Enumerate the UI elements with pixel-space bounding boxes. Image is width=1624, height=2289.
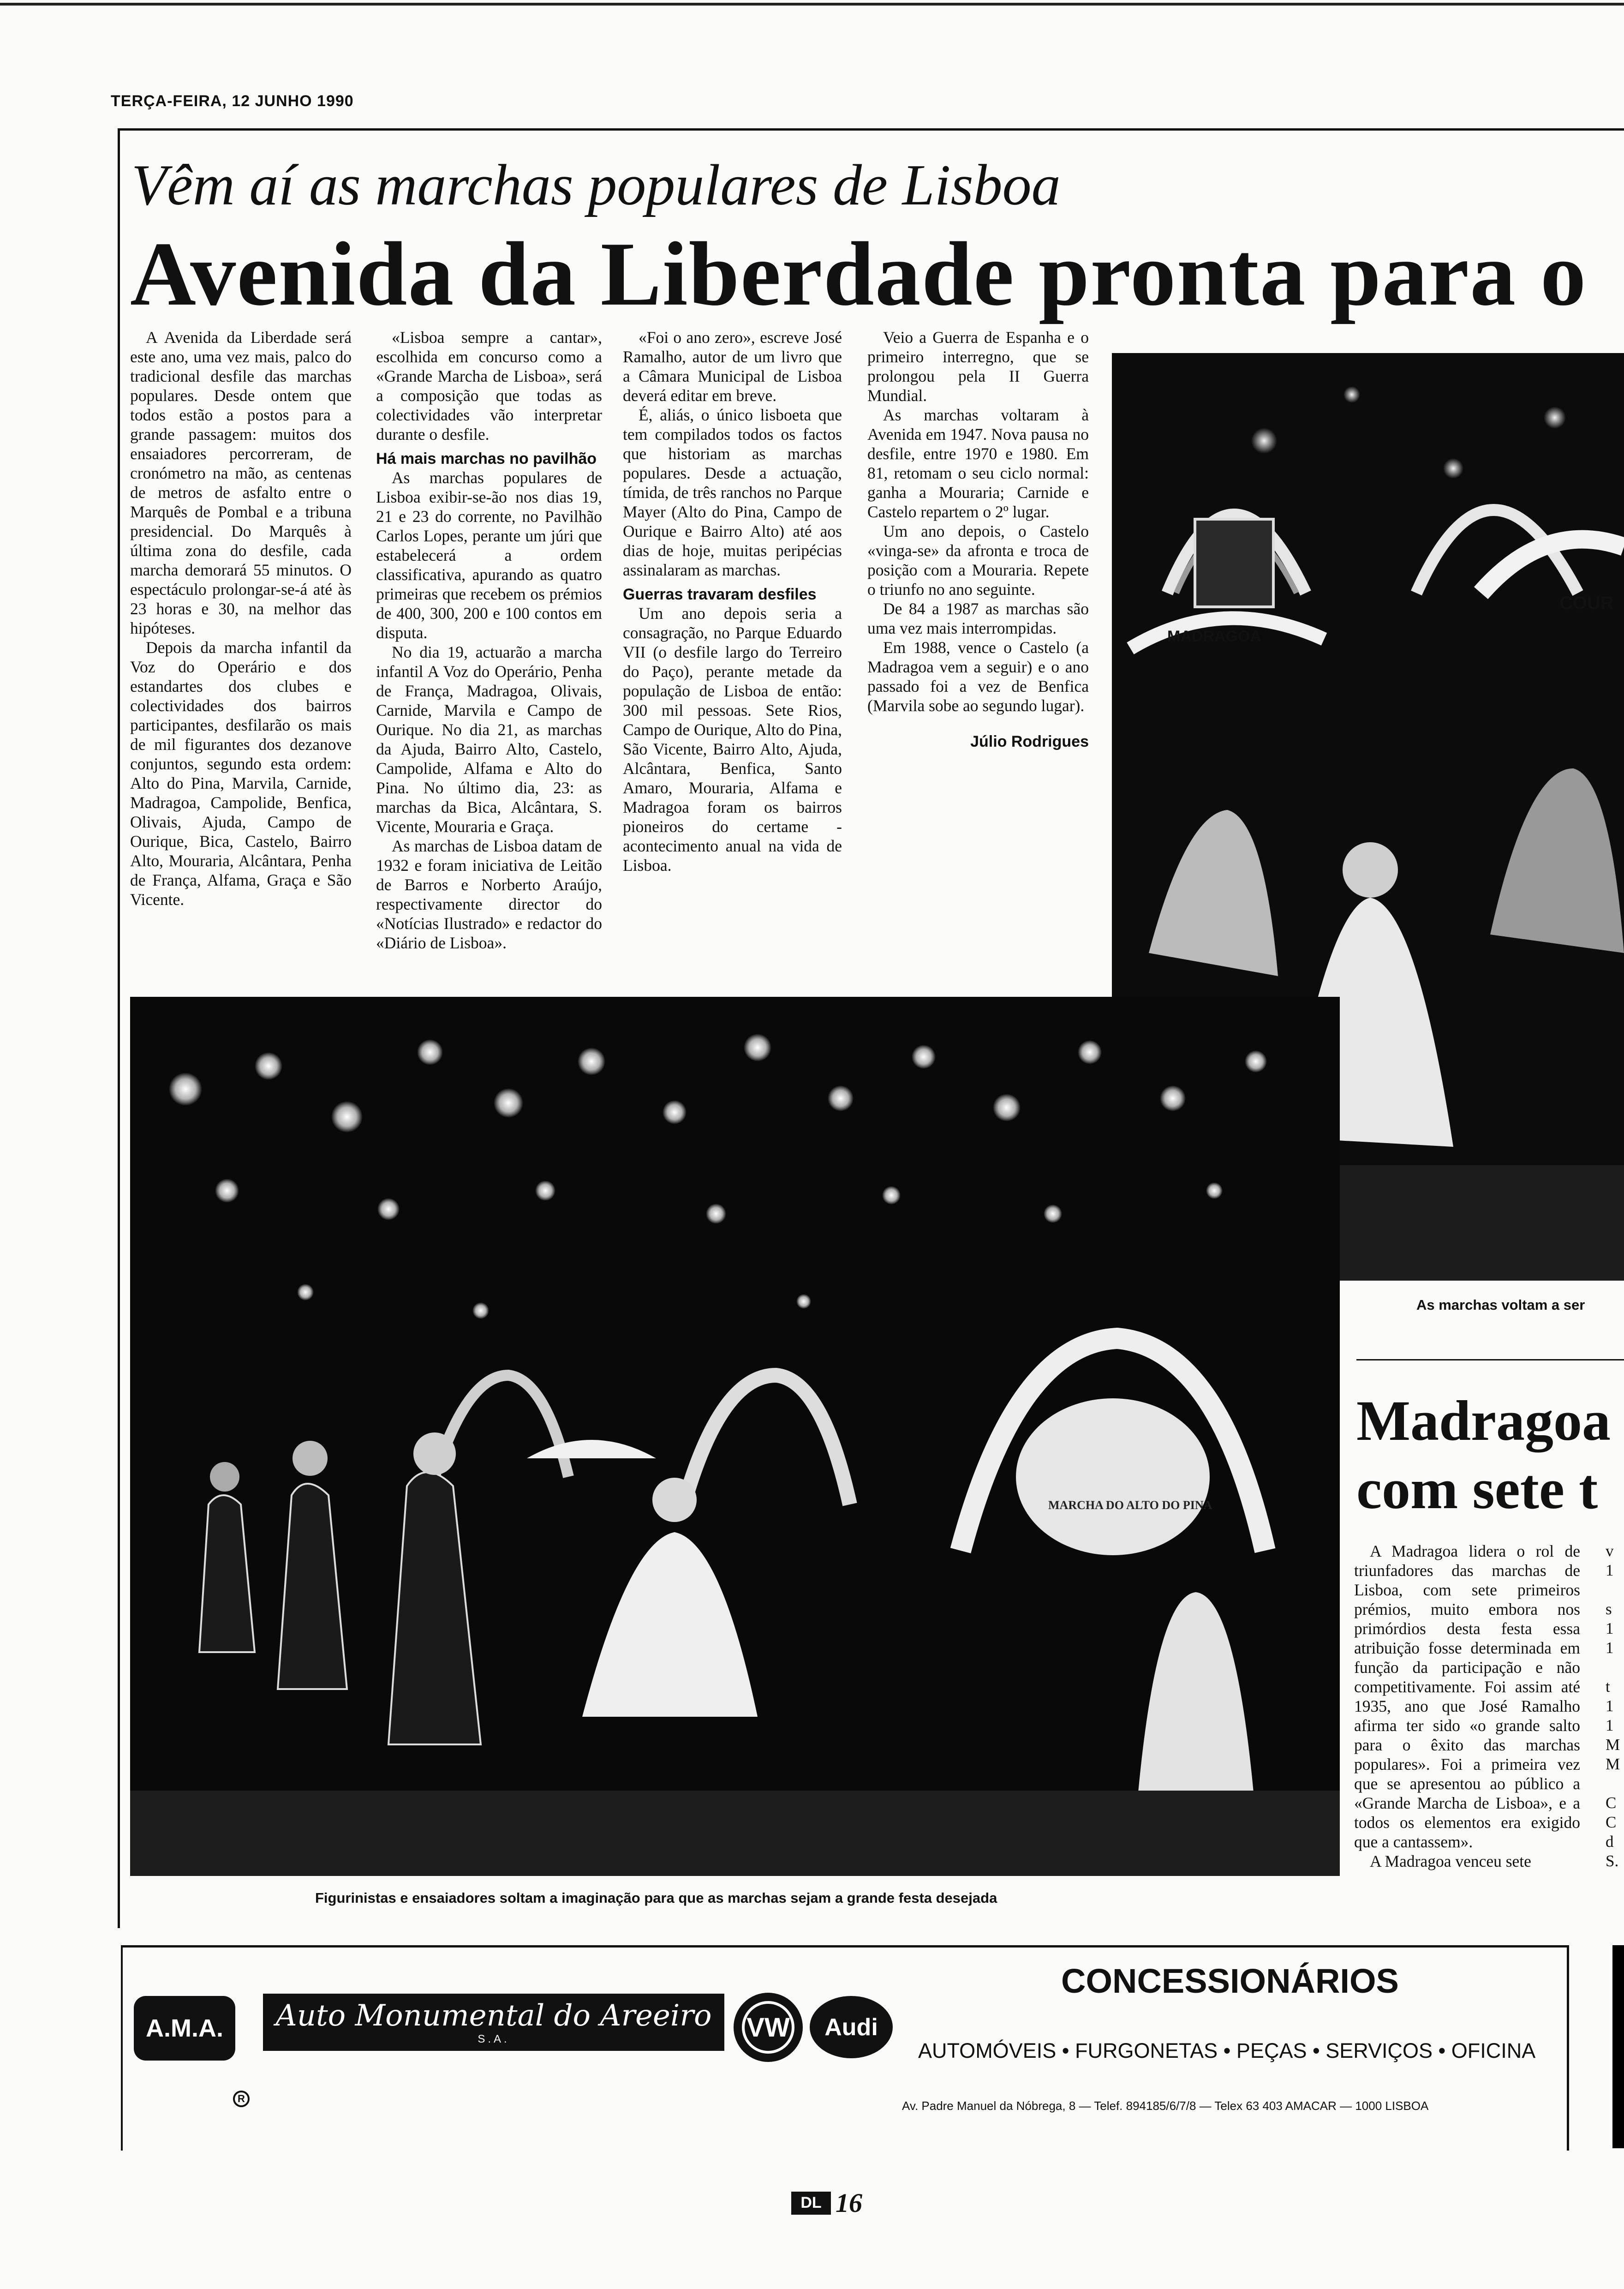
banner-madragoa: MADRAGOA [1167, 628, 1261, 645]
registered-mark-icon: R [233, 2091, 250, 2107]
paragraph: As marchas voltaram à Avenida em 1947. Nova pausa no desfile, entre 1970 e 1980. Em 81, retomam o seu ciclo normal: ganha a Mouraria; Carnide e Castelo repartem o 2º lugar. [867, 406, 1089, 521]
sidebar-headline-line-1: Madragoa [1356, 1389, 1611, 1452]
article-column-2 [376, 328, 602, 953]
paragraph: As marchas populares de Lisboa exibir-se-ão nos dias 19, 21 e 23 do corrente, no Pavilhão Carlos Lopes, perante um júri que estabelecerá a ordem classificativa, apurando as quatro primeiras que recebem os prémios de 400, 300, 200 e 100 contos em disputa. [376, 468, 602, 642]
article-headline: Avenida da Liberdade pronta para o [130, 223, 1587, 324]
sidebar-headline-line-2: com sete t [1356, 1457, 1598, 1521]
issue-date: TERÇA-FEIRA, 12 JUNHO 1990 [111, 92, 354, 110]
top-rule [0, 3, 1624, 6]
audi-logo-icon: Audi [810, 1996, 893, 2058]
photo-caption-right: As marchas voltam a ser [1416, 1297, 1585, 1313]
sidebar-clipped-column: v 1 s 1 1 t 1 1 M M C C d S. [1606, 1542, 1620, 1870]
paragraph: Um ano depois seria a consagração, no Parque Eduardo VII (o desfile largo do Terreiro do Paço), perante metade da população de Lisboa de então: 300 mil pessoas. Sete Rios, Campo de Ourique, Alto do Pina, São Vicente, Bairro Alto, Ajuda, Alcântara, Benfica, Santo Amaro, Mouraria, Alfama e Madragoa foram os bairros pioneiros do certame - acontecimento anual na vida de Lisboa. [623, 604, 842, 875]
photo-procession-illustration [130, 997, 1340, 1876]
banner-cour: COUR [1559, 593, 1614, 613]
sidebar-headline [1356, 1387, 1624, 1523]
sidebar-top-rule [1356, 1359, 1624, 1360]
paragraph: No dia 19, actuarão a marcha infantil A Voz do Operário, Penha de França, Madragoa, Olivais, Carnide, Marvila e Campo de Ourique. No dia 21, as marchas da Ajuda, Bairro Alto, Castelo, Campolide, Alfama e Alto do Pina. No último dia, 23: as marchas da Bica, Alcântara, S. Vicente, Mouraria e Graça. [376, 643, 602, 836]
subheading: Há mais marchas no pavilhão [376, 450, 597, 467]
paragraph: A Madragoa lidera o rol de triunfadores das marchas de Lisboa, com sete primeiros prémios, muito embora nos primórdios desta festa essa atribuição fosse determinada em função da participação e não competitivamente. Foi assim até 1935, ano que José Ramalho afirma ter sido «o grande salto para o êxito das marchas populares». Foi a primeira vez que se apresentou ao público a «Grande Marcha de Lisboa», e a todos os elementos era exigido que a cantassem». [1354, 1542, 1580, 1851]
paragraph: As marchas de Lisboa datam de 1932 e foram iniciativa de Leitão de Barros e Norberto Araújo, respectivamente director do «Notícias Ilustrado» e redactor do «Diário de Lisboa». [376, 837, 602, 952]
vw-logo-icon: VW [734, 1993, 803, 2062]
advert-address: Av. Padre Manuel da Nóbrega, 8 — Telef. 894185/6/7/8 — Telex 63 403 AMACAR — 1000 LISBOA [902, 2099, 1429, 2113]
article-column-4 [867, 328, 1089, 751]
advert-services: AUTOMÓVEIS • FURGONETAS • PEÇAS • SERVIÇOS • OFICINA [918, 2039, 1536, 2062]
company-suffix: S.A. [478, 2033, 510, 2045]
advert-title: CONCESSIONÁRIOS [1061, 1962, 1399, 2000]
frame-left-rule [118, 128, 120, 1928]
photo-caption-main: Figurinistas e ensaiadores soltam a imaginação para que as marchas sejam a grande festa desejada [315, 1890, 997, 1906]
paragraph: «Foi o ano zero», escreve José Ramalho, autor de um livro que a Câmara Municipal de Lisboa deverá editar em breve. [623, 328, 842, 405]
sidebar-body [1354, 1541, 1580, 1871]
advertisement-black-edge [1612, 1945, 1624, 2148]
paragraph: Um ano depois, o Castelo «vinga-se» da afronta e troca de posição com a Mouraria. Repete o triunfo no ano seguinte. [867, 522, 1089, 599]
company-name: Auto Monumental do Areeiro [275, 1999, 712, 2033]
paragraph: É, aliás, o único lisboeta que tem compilados todos os factos que historiam as marchas populares. Desde a actuação, tímida, de três ranchos no Parque Mayer (Alto do Pina, Campo de Ourique e Bairro Alto) até aos dias de hoje, muitas peripécias assinalaram as marchas. [623, 406, 842, 579]
paragraph: A Madragoa venceu sete [1370, 1852, 1531, 1870]
frame-top-rule [118, 128, 1624, 131]
paragraph: «Lisboa sempre a cantar», escolhida em concurso como a «Grande Marcha de Lisboa», será a composição que todas as colectividades vão interpretar durante o desfile. [376, 328, 602, 443]
article-kicker: Vêm aí as marchas populares de Lisboa [131, 153, 1061, 217]
paragraph: A Avenida da Liberdade será este ano, uma vez mais, palco do tradicional desfile das marchas populares. Desde ontem que todos estão a postos para a grande passagem: muitos dos ensaiadores percorreram, de cronómetro na mão, as centenas de metros de asfalto entre o Marquês de Pombal e a tribuna presidencial. Do Marquês à última zona do desfile, cada marcha demorará 55 minutos. O espectáculo prolongar-se-á até às 23 horas e 30, na melhor das hipóteses. [130, 328, 352, 637]
paragraph: Veio a Guerra de Espanha e o primeiro interregno, que se prolongou pela II Guerra Mundial. [867, 328, 1089, 405]
paragraph: De 84 a 1987 as marchas são uma vez mais interrompidas. [867, 599, 1089, 637]
article-column-3 [623, 328, 842, 875]
byline: Júlio Rodrigues [970, 733, 1089, 750]
banner-alto-do-pina: MARCHA DO ALTO DO PINA [1048, 1498, 1212, 1512]
subheading: Guerras travaram desfiles [623, 586, 817, 603]
paragraph: Depois da marcha infantil da Voz do Operário e dos estandartes dos clubes e colectividades dos bairros participantes, desfilarão os mais de mil figurantes dos dezanove conjuntos, segundo esta ordem: Alto do Pina, Marvila, Carnide, Madragoa, Campolide, Benfica, Olivais, Ajuda, Campo de Ourique, Bica, Castelo, Bairro Alto, Mouraria, Alcântara, Penha de França, Alfama, Graça e São Vicente. [130, 638, 352, 909]
photo-marchas-procession [130, 997, 1340, 1876]
ama-badge: A.M.A. [134, 1996, 235, 2061]
company-logo [263, 1994, 724, 2051]
page-folio [791, 2187, 862, 2218]
article-column-1 [130, 328, 352, 909]
page-number: 16 [836, 2188, 862, 2218]
paragraph: Em 1988, vence o Castelo (a Madragoa vem a seguir) e o ano passado foi a vez de Benfica (Marvila sobe ao segundo lugar). [867, 638, 1089, 715]
newspaper-logo-icon: DL [791, 2192, 831, 2215]
